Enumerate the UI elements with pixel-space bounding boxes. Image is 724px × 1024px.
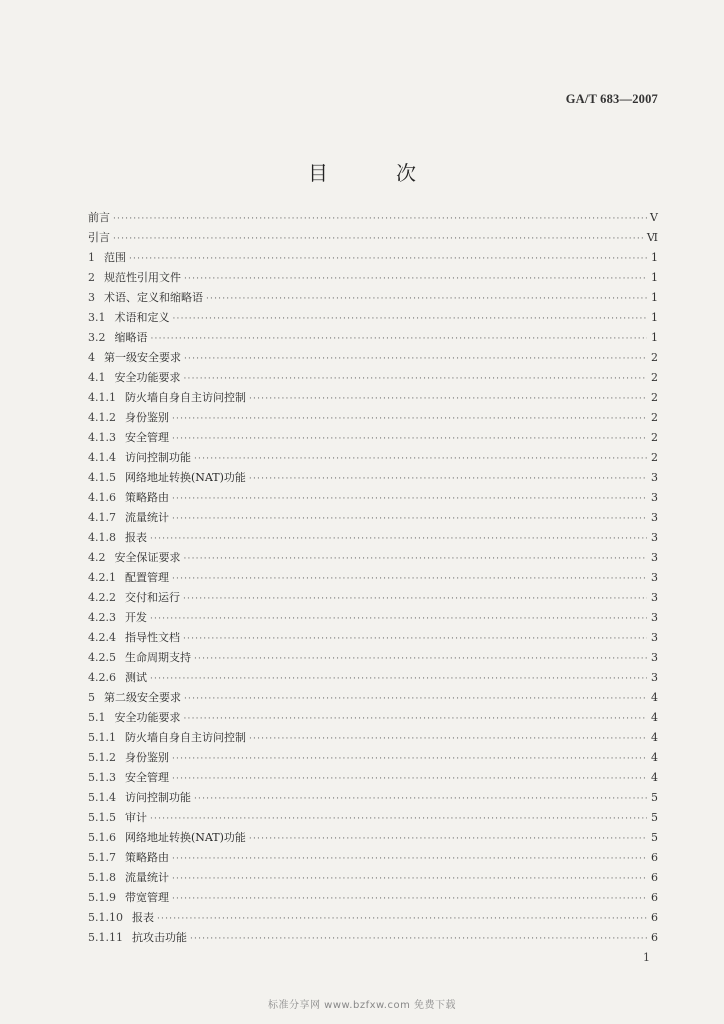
- toc-entry-label: 报表: [125, 531, 147, 544]
- toc-entry-number: 5.1.1: [88, 731, 116, 744]
- toc-leader-dots: [249, 469, 647, 489]
- toc-entry-page: 4: [651, 691, 658, 704]
- toc-entry-number: 5.1.10: [88, 911, 123, 924]
- toc-entry-number: 4.2: [88, 551, 106, 564]
- toc-entry-label: 策略路由: [125, 851, 169, 864]
- toc-entry-label: 安全保证要求: [114, 551, 181, 564]
- toc-entry-number: 4.2.4: [88, 631, 116, 644]
- toc-leader-dots: [184, 369, 648, 389]
- toc-entry-number: 2: [88, 271, 95, 284]
- toc-entry-label: 生命周期支持: [125, 651, 191, 664]
- toc-entry[interactable]: [88, 348, 658, 368]
- toc-entry-page: 1: [651, 311, 658, 324]
- toc-leader-dots: [194, 789, 647, 809]
- toc-entry[interactable]: [88, 428, 658, 448]
- table-of-contents: [88, 208, 658, 948]
- toc-entry-number: 5.1.11: [88, 931, 123, 944]
- toc-entry[interactable]: [88, 748, 658, 768]
- toc-entry-label: 身份鉴别: [125, 751, 169, 764]
- toc-entry[interactable]: [88, 608, 658, 628]
- toc-entry-page: 5: [651, 811, 658, 824]
- toc-entry-page: 6: [651, 891, 658, 904]
- toc-entry-page: 3: [651, 611, 658, 624]
- toc-leader-dots: [172, 889, 647, 909]
- toc-entry[interactable]: [88, 388, 658, 408]
- toc-entry-label: 缩略语: [114, 331, 148, 344]
- toc-entry-page: 3: [651, 591, 658, 604]
- toc-entry-label: 身份鉴别: [125, 411, 169, 424]
- standard-code: GA/T 683—2007: [565, 92, 658, 106]
- toc-entry-number: 5.1.5: [88, 811, 116, 824]
- toc-entry-label: 网络地址转换(NAT)功能: [125, 831, 246, 844]
- toc-entry[interactable]: [88, 888, 658, 908]
- toc-entry[interactable]: [88, 788, 658, 808]
- toc-leader-dots: [249, 389, 647, 409]
- toc-leader-dots: [249, 829, 647, 849]
- toc-entry-page: 3: [651, 631, 658, 644]
- toc-entry-label: 报表: [132, 911, 154, 924]
- toc-entry-number: 4.2.2: [88, 591, 116, 604]
- toc-entry-number: 4.1.8: [88, 531, 116, 544]
- toc-entry[interactable]: [88, 408, 658, 428]
- toc-leader-dots: [184, 349, 647, 369]
- toc-entry[interactable]: [88, 868, 658, 888]
- toc-entry-label: 配置管理: [125, 571, 169, 584]
- toc-leader-dots: [172, 769, 647, 789]
- toc-entry-label: 抗攻击功能: [132, 931, 187, 944]
- toc-entry-number: 4.1: [88, 371, 106, 384]
- toc-entry-page: 3: [651, 471, 658, 484]
- toc-leader-dots: [157, 909, 647, 929]
- toc-leader-dots: [150, 809, 647, 829]
- toc-entry[interactable]: [88, 288, 658, 308]
- toc-leader-dots: [194, 649, 647, 669]
- toc-leader-dots: [129, 249, 647, 269]
- toc-entry-number: 5.1.7: [88, 851, 116, 864]
- toc-entry[interactable]: [88, 488, 658, 508]
- toc-entry[interactable]: [88, 248, 658, 268]
- toc-entry-label: 审计: [125, 811, 147, 824]
- toc-entry[interactable]: [88, 928, 658, 948]
- toc-entry[interactable]: [88, 448, 658, 468]
- toc-entry-number: 4.2.5: [88, 651, 116, 664]
- toc-entry-number: 4.2.1: [88, 571, 116, 584]
- toc-entry-page: 2: [651, 391, 658, 404]
- toc-entry[interactable]: [88, 628, 658, 648]
- toc-entry-page: 4: [651, 751, 658, 764]
- toc-entry[interactable]: [88, 528, 658, 548]
- toc-entry-label: 安全功能要求: [114, 711, 181, 724]
- toc-entry-number: 4.2.6: [88, 671, 116, 684]
- toc-entry-label: 安全管理: [125, 431, 169, 444]
- toc-entry-page: 3: [651, 651, 658, 664]
- toc-entry-label: 防火墙自身自主访问控制: [125, 391, 246, 404]
- toc-leader-dots: [190, 929, 647, 949]
- toc-entry-label: 引言: [88, 231, 110, 244]
- toc-leader-dots: [172, 509, 647, 529]
- toc-entry-page: Ⅵ: [646, 231, 658, 244]
- toc-entry[interactable]: [88, 368, 658, 388]
- toc-entry-page: Ⅴ: [650, 211, 658, 224]
- toc-entry-page: 3: [651, 531, 658, 544]
- toc-entry-page: 1: [651, 251, 658, 264]
- toc-entry-label: 防火墙自身自主访问控制: [125, 731, 246, 744]
- toc-entry-label: 前言: [88, 211, 110, 224]
- toc-entry[interactable]: [88, 568, 658, 588]
- toc-entry-page: 6: [651, 911, 658, 924]
- toc-entry[interactable]: [88, 728, 658, 748]
- toc-entry-page: 4: [651, 731, 658, 744]
- toc-entry-number: 3.1: [88, 311, 106, 324]
- toc-entry[interactable]: [88, 468, 658, 488]
- toc-entry-page: 6: [651, 931, 658, 944]
- toc-leader-dots: [173, 309, 648, 329]
- toc-entry-number: 5.1: [88, 711, 106, 724]
- toc-leader-dots: [172, 849, 647, 869]
- toc-leader-dots: [150, 529, 647, 549]
- toc-entry-label: 术语、定义和缩略语: [104, 291, 203, 304]
- toc-entry-page: 3: [651, 491, 658, 504]
- toc-entry-label: 交付和运行: [125, 591, 180, 604]
- toc-entry-number: 4.1.5: [88, 471, 116, 484]
- toc-entry[interactable]: [88, 668, 658, 688]
- toc-entry-number: 5.1.3: [88, 771, 116, 784]
- toc-entry-label: 流量统计: [125, 511, 169, 524]
- toc-entry-page: 3: [651, 671, 658, 684]
- toc-leader-dots: [113, 229, 644, 249]
- toc-entry-label: 网络地址转换(NAT)功能: [125, 471, 246, 484]
- toc-entry[interactable]: [88, 848, 658, 868]
- toc-entry-page: 3: [651, 551, 658, 564]
- toc-leader-dots: [184, 709, 648, 729]
- toc-leader-dots: [172, 749, 647, 769]
- toc-entry-number: 4.1.1: [88, 391, 116, 404]
- toc-entry-number: 4: [88, 351, 95, 364]
- toc-entry-number: 1: [88, 251, 95, 264]
- toc-entry-page: 2: [651, 431, 658, 444]
- toc-entry-page: 2: [651, 451, 658, 464]
- toc-entry[interactable]: [88, 828, 658, 848]
- toc-entry-label: 测试: [125, 671, 147, 684]
- toc-entry-label: 带宽管理: [125, 891, 169, 904]
- toc-entry-label: 规范性引用文件: [104, 271, 181, 284]
- toc-leader-dots: [184, 549, 648, 569]
- toc-entry-number: 4.1.3: [88, 431, 116, 444]
- toc-entry-label: 开发: [125, 611, 147, 624]
- toc-entry-page: 2: [651, 411, 658, 424]
- toc-entry-page: 3: [651, 511, 658, 524]
- toc-entry-page: 4: [651, 771, 658, 784]
- toc-entry-label: 范围: [104, 251, 126, 264]
- toc-entry-number: 5.1.8: [88, 871, 116, 884]
- page-number: 1: [643, 951, 650, 964]
- toc-entry[interactable]: [88, 508, 658, 528]
- toc-entry-number: 5: [88, 691, 95, 704]
- toc-title: 目 次: [308, 161, 440, 185]
- toc-entry[interactable]: [88, 208, 658, 228]
- toc-entry-page: 1: [651, 271, 658, 284]
- toc-entry[interactable]: [88, 808, 658, 828]
- toc-entry[interactable]: [88, 328, 658, 348]
- toc-entry-label: 安全功能要求: [114, 371, 181, 384]
- toc-leader-dots: [206, 289, 647, 309]
- toc-entry[interactable]: [88, 228, 658, 248]
- toc-entry[interactable]: [88, 688, 658, 708]
- toc-leader-dots: [184, 269, 647, 289]
- toc-leader-dots: [172, 429, 647, 449]
- toc-entry[interactable]: [88, 708, 658, 728]
- toc-entry-page: 6: [651, 871, 658, 884]
- toc-entry[interactable]: [88, 588, 658, 608]
- toc-entry-number: 5.1.6: [88, 831, 116, 844]
- toc-entry[interactable]: [88, 648, 658, 668]
- toc-entry-page: 5: [651, 831, 658, 844]
- toc-entry[interactable]: [88, 268, 658, 288]
- toc-entry-label: 访问控制功能: [125, 791, 191, 804]
- toc-leader-dots: [172, 569, 647, 589]
- toc-entry-number: 4.1.4: [88, 451, 116, 464]
- toc-entry-label: 策略路由: [125, 491, 169, 504]
- toc-entry-page: 3: [651, 571, 658, 584]
- toc-entry-label: 第二级安全要求: [104, 691, 181, 704]
- toc-entry-page: 1: [651, 291, 658, 304]
- toc-entry-page: 6: [651, 851, 658, 864]
- toc-leader-dots: [249, 729, 647, 749]
- toc-entry-number: 3.2: [88, 331, 106, 344]
- toc-entry-number: 4.1.7: [88, 511, 116, 524]
- toc-entry-number: 5.1.9: [88, 891, 116, 904]
- watermark-text: 标准分享网 www.bzfxw.com 免费下载: [268, 1000, 456, 1011]
- toc-entry-label: 访问控制功能: [125, 451, 191, 464]
- toc-entry-label: 术语和定义: [114, 311, 170, 324]
- toc-entry-page: 4: [651, 711, 658, 724]
- toc-leader-dots: [151, 329, 648, 349]
- toc-leader-dots: [150, 609, 647, 629]
- toc-entry-label: 安全管理: [125, 771, 169, 784]
- toc-entry-page: 2: [651, 351, 658, 364]
- toc-entry-number: 5.1.2: [88, 751, 116, 764]
- toc-entry-number: 3: [88, 291, 95, 304]
- toc-leader-dots: [184, 689, 647, 709]
- toc-entry-number: 4.1.6: [88, 491, 116, 504]
- toc-entry-label: 流量统计: [125, 871, 169, 884]
- toc-leader-dots: [183, 629, 647, 649]
- toc-entry-label: 指导性文档: [125, 631, 180, 644]
- toc-entry-page: 2: [651, 371, 658, 384]
- toc-leader-dots: [194, 449, 647, 469]
- toc-entry-page: 5: [651, 791, 658, 804]
- toc-leader-dots: [172, 869, 647, 889]
- toc-entry-number: 5.1.4: [88, 791, 116, 804]
- toc-entry[interactable]: [88, 308, 658, 328]
- toc-entry[interactable]: [88, 768, 658, 788]
- toc-leader-dots: [113, 209, 647, 229]
- toc-entry[interactable]: [88, 548, 658, 568]
- toc-entry[interactable]: [88, 908, 658, 928]
- toc-leader-dots: [183, 589, 647, 609]
- toc-leader-dots: [172, 489, 647, 509]
- toc-leader-dots: [172, 409, 647, 429]
- toc-entry-label: 第一级安全要求: [104, 351, 181, 364]
- toc-entry-number: 4.2.3: [88, 611, 116, 624]
- toc-entry-number: 4.1.2: [88, 411, 116, 424]
- toc-leader-dots: [150, 669, 647, 689]
- toc-entry-page: 1: [651, 331, 658, 344]
